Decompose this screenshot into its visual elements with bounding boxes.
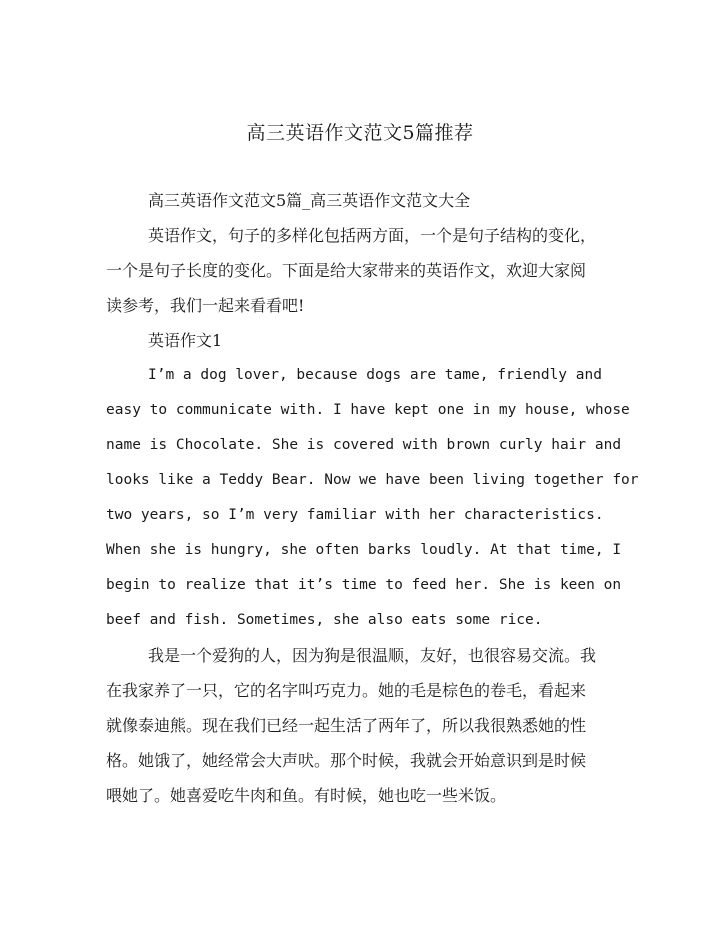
essay1-english-line-1: I’m a dog lover, because dogs are tame, friendly and [148, 367, 602, 383]
intro-line-3: 读参考，我们一起来看看吧! [106, 296, 305, 315]
essay1-english-line-6: When she is hungry, she often barks loudly. At that time, I [106, 542, 622, 558]
essay1-english-line-8: beef and fish. Sometimes, she also eats some rice. [106, 612, 543, 628]
essay1-chinese-line-2: 在我家养了一只，它的名字叫巧克力。她的毛是棕色的卷毛，看起来 [106, 681, 587, 700]
document-title: 高三英语作文范文5篇推荐 [246, 122, 474, 144]
subtitle: 高三英语作文范文5篇_高三英语作文范文大全 [148, 191, 471, 210]
essay1-chinese-line-3: 就像泰迪熊。现在我们已经一起生活了两年了，所以我很熟悉她的性 [106, 716, 587, 735]
essay1-english-line-3: name is Chocolate. She is covered with brown curly hair and [106, 437, 622, 453]
essay1-english-line-7: begin to realize that it’s time to feed her. She is keen on [106, 577, 622, 593]
document-body [106, 183, 639, 813]
intro-line-1: 英语作文，句子的多样化包括两方面，一个是句子结构的变化， [148, 226, 597, 245]
essay1-english-line-5: two years, so I’m very familiar with her characteristics. [106, 507, 604, 523]
essay1-english-line-4: looks like a Teddy Bear. Now we have been living together for [106, 472, 639, 488]
essay1-chinese-line-1: 我是一个爱狗的人，因为狗是很温顺，友好，也很容易交流。我 [148, 646, 597, 665]
intro-line-2: 一个是句子长度的变化。下面是给大家带来的英语作文，欢迎大家阅 [106, 261, 587, 280]
essay1-chinese-line-4: 格。她饿了，她经常会大声吠。那个时候，我就会开始意识到是时候 [106, 751, 587, 770]
essay1-chinese-line-5: 喂她了。她喜爱吃牛肉和鱼。有时候，她也吃一些米饭。 [106, 786, 507, 805]
essay1-heading: 英语作文1 [148, 331, 223, 350]
essay1-english-line-2: easy to communicate with. I have kept one in my house, whose [106, 402, 630, 418]
